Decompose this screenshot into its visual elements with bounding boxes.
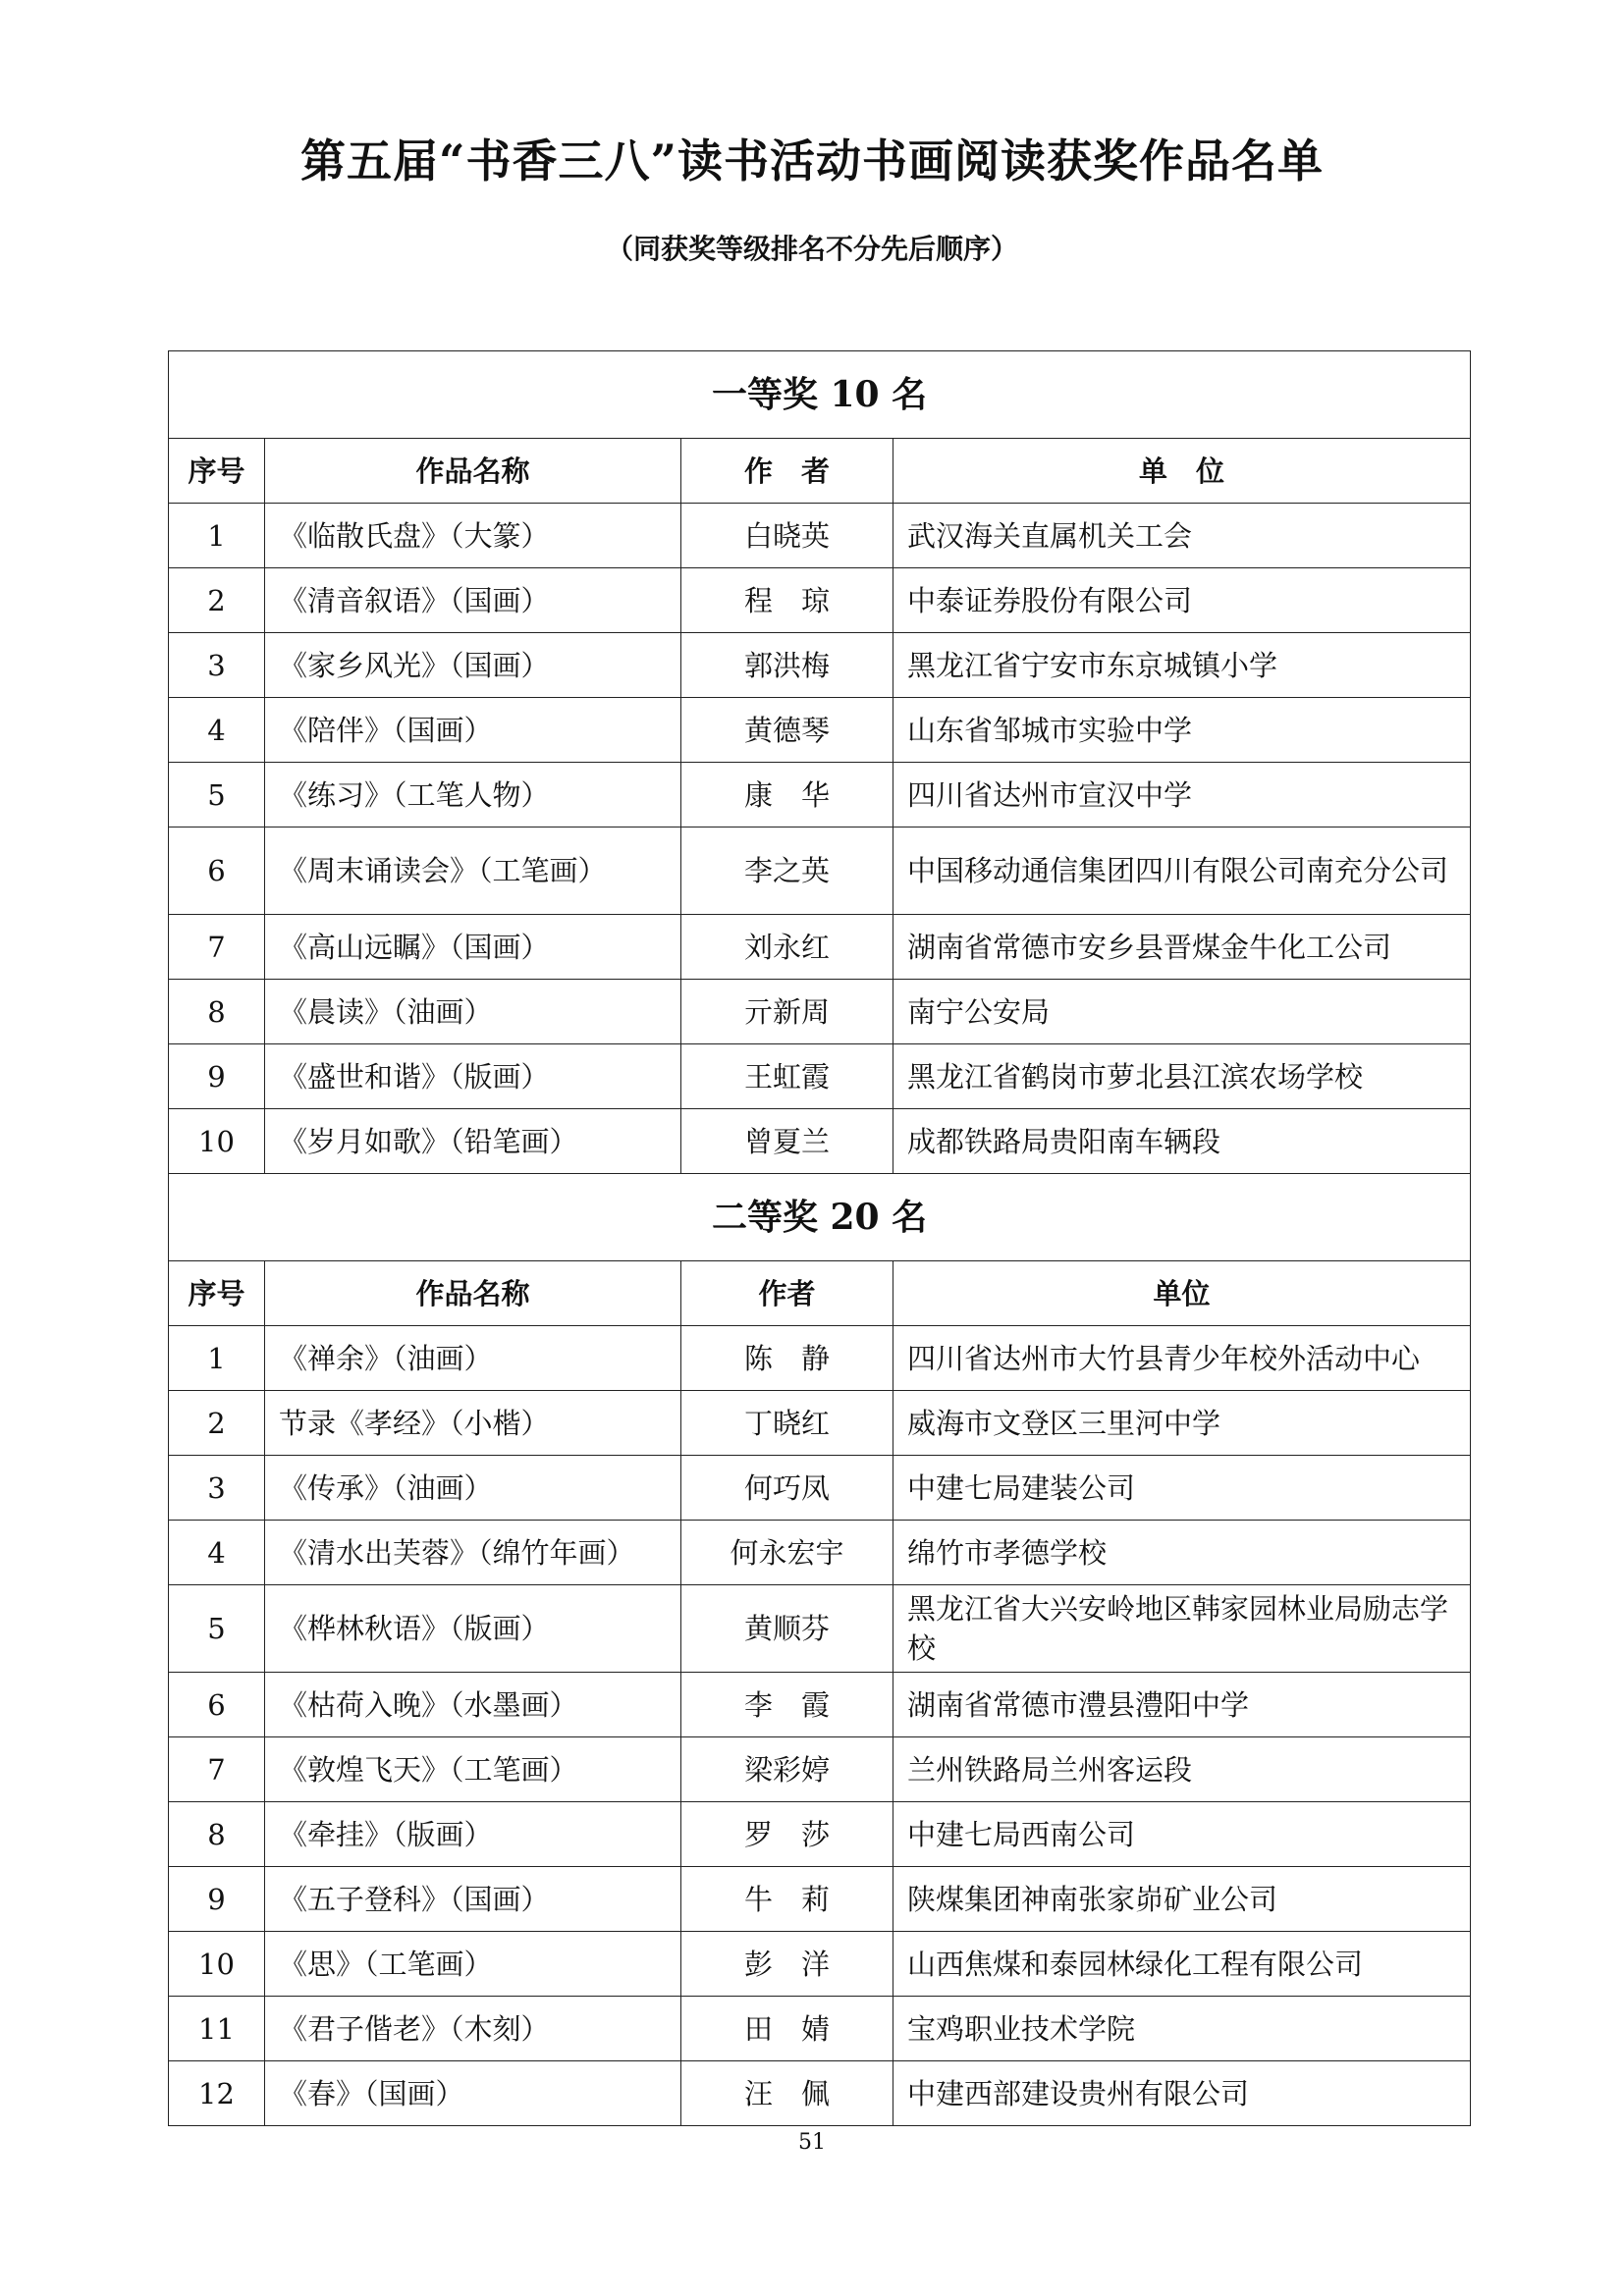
row-unit: 黑龙江省大兴安岭地区韩家园林业局励志学校	[893, 1585, 1471, 1673]
row-author: 李之英	[681, 828, 893, 915]
row-unit: 成都铁路局贵阳南车辆段	[893, 1109, 1471, 1174]
row-index: 2	[169, 568, 265, 633]
row-work-title: 《练习》（工笔人物）	[265, 763, 681, 828]
awards-table-body	[169, 351, 1471, 2126]
table-row	[169, 915, 1471, 980]
row-author: 曾夏兰	[681, 1109, 893, 1174]
row-author: 田 婧	[681, 1997, 893, 2061]
row-index: 5	[169, 1585, 265, 1673]
row-unit: 中国移动通信集团四川有限公司南充分公司	[893, 828, 1471, 915]
row-unit: 中泰证券股份有限公司	[893, 568, 1471, 633]
column-header-work: 作品名称	[265, 1261, 681, 1326]
table-row	[169, 1326, 1471, 1391]
page-title: 第五届“书香三八”读书活动书画阅读获奖作品名单	[300, 134, 1324, 187]
row-unit: 陕煤集团神南张家峁矿业公司	[893, 1867, 1471, 1932]
row-work-title: 《晨读》（油画）	[265, 980, 681, 1044]
row-unit: 四川省达州市宣汉中学	[893, 763, 1471, 828]
row-work-title: 《清水出芙蓉》（绵竹年画）	[265, 1521, 681, 1585]
table-row	[169, 980, 1471, 1044]
row-work-title: 《春》（国画）	[265, 2061, 681, 2126]
row-work-title: 《牵挂》（版画）	[265, 1802, 681, 1867]
table-row	[169, 2061, 1471, 2126]
row-unit: 黑龙江省鹤岗市萝北县江滨农场学校	[893, 1044, 1471, 1109]
row-author: 陈 静	[681, 1326, 893, 1391]
row-index: 6	[169, 1673, 265, 1737]
row-work-title: 《临散氏盘》（大篆）	[265, 504, 681, 568]
row-author: 王虹霞	[681, 1044, 893, 1109]
row-author: 黄德琴	[681, 698, 893, 763]
column-header-author: 作者	[681, 1261, 893, 1326]
section-heading-row	[169, 351, 1471, 439]
row-work-title: 《枯荷入晚》（水墨画）	[265, 1673, 681, 1737]
row-index: 1	[169, 504, 265, 568]
row-index: 4	[169, 698, 265, 763]
table-row	[169, 1585, 1471, 1673]
row-work-title: 《周末诵读会》（工笔画）	[265, 828, 681, 915]
row-author: 何巧凤	[681, 1456, 893, 1521]
table-row	[169, 1997, 1471, 2061]
row-work-title: 《陪伴》（国画）	[265, 698, 681, 763]
row-index: 7	[169, 915, 265, 980]
table-row	[169, 568, 1471, 633]
row-index: 9	[169, 1044, 265, 1109]
row-author: 何永宏宇	[681, 1521, 893, 1585]
row-author: 刘永红	[681, 915, 893, 980]
row-unit: 山东省邹城市实验中学	[893, 698, 1471, 763]
row-work-title: 《家乡风光》（国画）	[265, 633, 681, 698]
row-unit: 绵竹市孝德学校	[893, 1521, 1471, 1585]
table-row	[169, 1673, 1471, 1737]
awards-table	[168, 350, 1471, 2126]
column-header-row	[169, 1261, 1471, 1326]
table-row	[169, 1802, 1471, 1867]
row-unit: 兰州铁路局兰州客运段	[893, 1737, 1471, 1802]
row-index: 4	[169, 1521, 265, 1585]
column-header-unit: 单位	[893, 1261, 1471, 1326]
row-work-title: 《禅余》（油画）	[265, 1326, 681, 1391]
row-author: 黄顺芬	[681, 1585, 893, 1673]
row-index: 10	[169, 1109, 265, 1174]
section-heading: 二等奖 20 名	[169, 1174, 1471, 1261]
row-unit: 湖南省常德市澧县澧阳中学	[893, 1673, 1471, 1737]
row-unit: 山西焦煤和泰园林绿化工程有限公司	[893, 1932, 1471, 1997]
row-author: 彭 洋	[681, 1932, 893, 1997]
table-row	[169, 1391, 1471, 1456]
table-row	[169, 698, 1471, 763]
column-header-index: 序号	[169, 439, 265, 504]
table-row	[169, 1521, 1471, 1585]
row-unit: 四川省达州市大竹县青少年校外活动中心	[893, 1326, 1471, 1391]
row-unit: 中建西部建设贵州有限公司	[893, 2061, 1471, 2126]
table-row	[169, 763, 1471, 828]
page-subtitle: （同获奖等级排名不分先后顺序）	[605, 233, 1018, 265]
row-work-title: 《高山远瞩》（国画）	[265, 915, 681, 980]
row-index: 3	[169, 633, 265, 698]
row-author: 罗 莎	[681, 1802, 893, 1867]
row-work-title: 《五子登科》（国画）	[265, 1867, 681, 1932]
row-work-title: 节录《孝经》（小楷）	[265, 1391, 681, 1456]
row-index: 5	[169, 763, 265, 828]
row-author: 梁彩婷	[681, 1737, 893, 1802]
row-index: 11	[169, 1997, 265, 2061]
column-header-work: 作品名称	[265, 439, 681, 504]
page-number: 51	[798, 2130, 826, 2155]
row-unit: 南宁公安局	[893, 980, 1471, 1044]
table-row	[169, 1932, 1471, 1997]
row-index: 9	[169, 1867, 265, 1932]
section-heading: 一等奖 10 名	[169, 351, 1471, 439]
row-author: 程 琼	[681, 568, 893, 633]
row-author: 李 霞	[681, 1673, 893, 1737]
row-work-title: 《敦煌飞天》（工笔画）	[265, 1737, 681, 1802]
row-index: 3	[169, 1456, 265, 1521]
row-index: 10	[169, 1932, 265, 1997]
row-index: 8	[169, 1802, 265, 1867]
row-index: 12	[169, 2061, 265, 2126]
row-unit: 中建七局西南公司	[893, 1802, 1471, 1867]
row-unit: 宝鸡职业技术学院	[893, 1997, 1471, 2061]
row-unit: 湖南省常德市安乡县晋煤金牛化工公司	[893, 915, 1471, 980]
row-unit: 威海市文登区三里河中学	[893, 1391, 1471, 1456]
column-header-index: 序号	[169, 1261, 265, 1326]
row-work-title: 《君子偕老》（木刻）	[265, 1997, 681, 2061]
row-index: 8	[169, 980, 265, 1044]
table-row	[169, 1456, 1471, 1521]
row-author: 亓新周	[681, 980, 893, 1044]
column-header-unit: 单 位	[893, 439, 1471, 504]
row-work-title: 《岁月如歌》（铅笔画）	[265, 1109, 681, 1174]
row-author: 牛 莉	[681, 1867, 893, 1932]
table-row	[169, 1044, 1471, 1109]
row-author: 郭洪梅	[681, 633, 893, 698]
row-author: 康 华	[681, 763, 893, 828]
row-author: 白晓英	[681, 504, 893, 568]
row-work-title: 《思》（工笔画）	[265, 1932, 681, 1997]
row-unit: 武汉海关直属机关工会	[893, 504, 1471, 568]
column-header-row	[169, 439, 1471, 504]
section-heading-row	[169, 1174, 1471, 1261]
row-work-title: 《桦林秋语》（版画）	[265, 1585, 681, 1673]
row-index: 1	[169, 1326, 265, 1391]
table-row	[169, 828, 1471, 915]
table-row	[169, 633, 1471, 698]
table-row	[169, 504, 1471, 568]
row-work-title: 《清音叙语》（国画）	[265, 568, 681, 633]
table-row	[169, 1109, 1471, 1174]
row-index: 6	[169, 828, 265, 915]
table-row	[169, 1737, 1471, 1802]
row-index: 2	[169, 1391, 265, 1456]
row-work-title: 《传承》（油画）	[265, 1456, 681, 1521]
row-unit: 黑龙江省宁安市东京城镇小学	[893, 633, 1471, 698]
row-unit: 中建七局建装公司	[893, 1456, 1471, 1521]
table-row	[169, 1867, 1471, 1932]
row-index: 7	[169, 1737, 265, 1802]
row-author: 汪 佩	[681, 2061, 893, 2126]
row-author: 丁晓红	[681, 1391, 893, 1456]
column-header-author: 作 者	[681, 439, 893, 504]
row-work-title: 《盛世和谐》（版画）	[265, 1044, 681, 1109]
